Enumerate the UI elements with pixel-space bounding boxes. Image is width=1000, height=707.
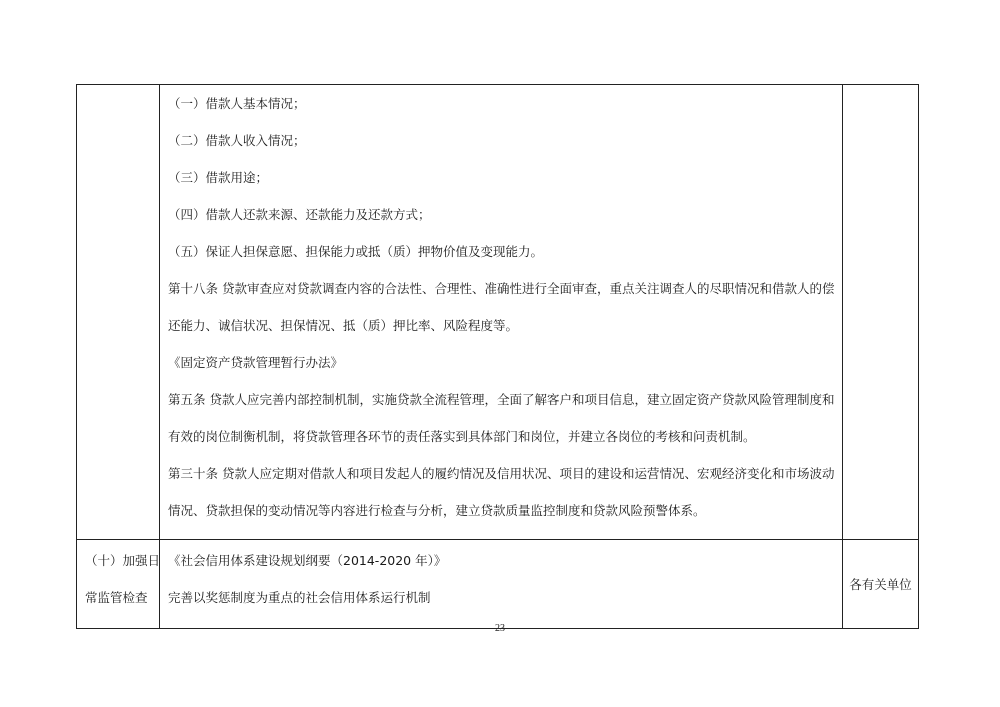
clause-line: 完善以奖惩制度为重点的社会信用体系运行机制 <box>168 590 431 605</box>
clause-line: （三）借款用途； <box>168 170 269 185</box>
clause-line: 第三十条 贷款人应定期对借款人和项目发起人的履约情况及信用状况、项目的建设和运营情况、宏观经济变化和市场波动 <box>168 466 835 481</box>
responsible-unit-text <box>843 85 918 122</box>
responsible-unit-text: 各有关单位 <box>849 576 912 592</box>
table-row <box>77 540 919 629</box>
policy-basis-cell <box>160 85 843 540</box>
table-row <box>77 85 919 540</box>
measure-cell <box>77 85 160 540</box>
document-title-line: 《社会信用体系建设规划纲要（2014-2020 年）》 <box>168 553 447 568</box>
policy-basis-cell <box>160 540 843 629</box>
measure-title-line: 常监管检查 <box>85 590 148 605</box>
clause-line: （二）借款人收入情况； <box>168 133 306 148</box>
responsible-unit-cell <box>843 540 919 629</box>
measure-title-line: （十）加强日 <box>85 553 161 568</box>
clause-line: （四）借款人还款来源、还款能力及还款方式； <box>168 207 431 222</box>
page-number: 23 <box>495 623 505 634</box>
document-title-line: 《固定资产贷款管理暂行办法》 <box>168 355 344 370</box>
clause-line: 第十八条 贷款审查应对贷款调查内容的合法性、合理性、准确性进行全面审查，重点关注调查人的尽职情况和借款人的偿 <box>168 281 835 296</box>
clause-line: 情况、贷款担保的变动情况等内容进行检查与分析，建立贷款质量监控制度和贷款风险预警体系。 <box>168 503 706 518</box>
clause-line: 有效的岗位制衡机制，将贷款管理各环节的责任落实到具体部门和岗位，并建立各岗位的考核和问责机制。 <box>168 429 756 444</box>
measure-cell <box>77 540 160 629</box>
clause-line: （五）保证人担保意愿、担保能力或抵（质）押物价值及变现能力。 <box>168 244 544 259</box>
measure-text <box>77 85 159 122</box>
clause-line: 第五条 贷款人应完善内部控制机制，实施贷款全流程管理，全面了解客户和项目信息，建立固定资产贷款风险管理制度和 <box>168 392 835 407</box>
clause-line: （一）借款人基本情况； <box>168 96 306 111</box>
clause-line: 还能力、诚信状况、担保情况、抵（质）押比率、风险程度等。 <box>168 318 519 333</box>
regulation-table <box>76 84 919 629</box>
responsible-unit-cell <box>843 85 919 540</box>
